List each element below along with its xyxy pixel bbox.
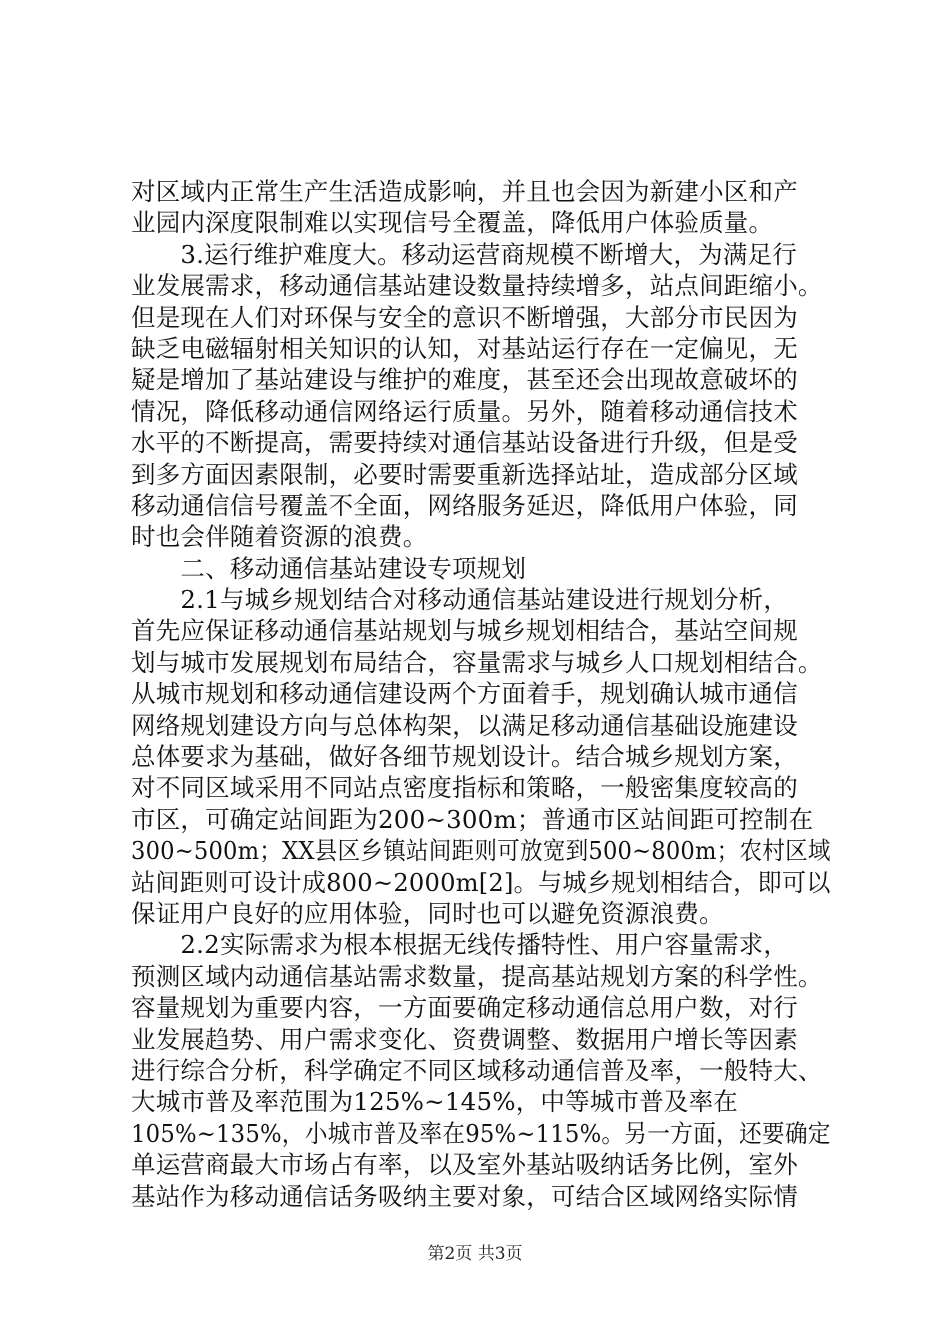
text-line: 2.1与城乡规划结合对移动通信基站建设进行规划分析，: [131, 585, 789, 615]
text-line: 但是现在人们对环保与安全的意识不断增强，大部分市民因为: [131, 302, 798, 332]
text-line: 疑是增加了基站建设与维护的难度，甚至还会出现故意破坏的: [131, 365, 798, 395]
text-line: 进行综合分析，科学确定不同区域移动通信普及率，一般特大、: [131, 1055, 823, 1085]
text-line: 保证用户良好的应用体验，同时也可以避免资源浪费。: [131, 898, 724, 928]
text-line: 移动通信信号覆盖不全面，网络服务延迟，降低用户体验，同: [131, 490, 798, 520]
text-line: 网络规划建设方向与总体构架，以满足移动通信基础设施建设: [131, 710, 798, 740]
text-line: 首先应保证移动通信基站规划与城乡规划相结合，基站空间规: [131, 616, 798, 646]
text-line: 业园内深度限制难以实现信号全覆盖，降低用户体验质量。: [131, 208, 774, 238]
text-line: 二、移动通信基站建设专项规划: [131, 553, 527, 583]
text-line: 3.运行维护难度大。移动运营商规模不断增大，为满足行: [131, 239, 797, 269]
text-line: 时也会伴随着资源的浪费。: [131, 522, 428, 552]
text-line: 水平的不断提高，需要持续对通信基站设备进行升级，但是受: [131, 428, 798, 458]
text-line: 缺乏电磁辐射相关知识的认知，对基站运行存在一定偏见，无: [131, 333, 798, 363]
text-line: 站间距则可设计成800~2000m[2]。与城乡规划相结合，即可以: [131, 867, 831, 897]
text-line: 2.2实际需求为根本根据无线传播特性、用户容量需求，: [131, 930, 789, 960]
text-line: 到多方面因素限制，必要时需要重新选择站址，造成部分区域: [131, 459, 798, 489]
text-line: 基站作为移动通信话务吸纳主要对象，可结合区域网络实际情: [131, 1181, 798, 1211]
text-line: 业发展趋势、用户需求变化、资费调整、数据用户增长等因素: [131, 1024, 798, 1054]
text-line: 105%~135%，小城市普及率在95%~115%。另一方面，还要确定: [131, 1118, 831, 1148]
text-line: 业发展需求，移动通信基站建设数量持续增多，站点间距缩小。: [131, 271, 823, 301]
text-line: 300~500m；XX县区乡镇站间距则可放宽到500~800m；农村区域: [131, 836, 831, 866]
text-line: 对区域内正常生产生活造成影响，并且也会因为新建小区和产: [131, 177, 798, 206]
text-line: 单运营商最大市场占有率，以及室外基站吸纳话务比例，室外: [131, 1150, 798, 1180]
body-text: [131, 176, 831, 1212]
text-line: 大城市普及率范围为125%~145%，中等城市普及率在: [131, 1087, 739, 1117]
text-line: 划与城市发展规划布局结合，容量需求与城乡人口规划相结合。: [131, 647, 823, 677]
text-line: 对不同区域采用不同站点密度指标和策略，一般密集度较高的: [131, 773, 798, 803]
text-line: 预测区域内动通信基站需求数量，提高基站规划方案的科学性。: [131, 961, 823, 991]
page-footer: 第2页 共3页: [427, 1244, 523, 1264]
text-line: 情况，降低移动通信网络运行质量。另外，随着移动通信技术: [131, 396, 798, 426]
text-line: 市区，可确定站间距为200~300m；普通市区站间距可控制在: [131, 804, 814, 834]
text-line: 从城市规划和移动通信建设两个方面着手，规划确认城市通信: [131, 679, 798, 709]
text-line: 总体要求为基础，做好各细节规划设计。结合城乡规划方案，: [131, 742, 798, 772]
text-line: 容量规划为重要内容，一方面要确定移动通信总用户数，对行: [131, 993, 798, 1023]
